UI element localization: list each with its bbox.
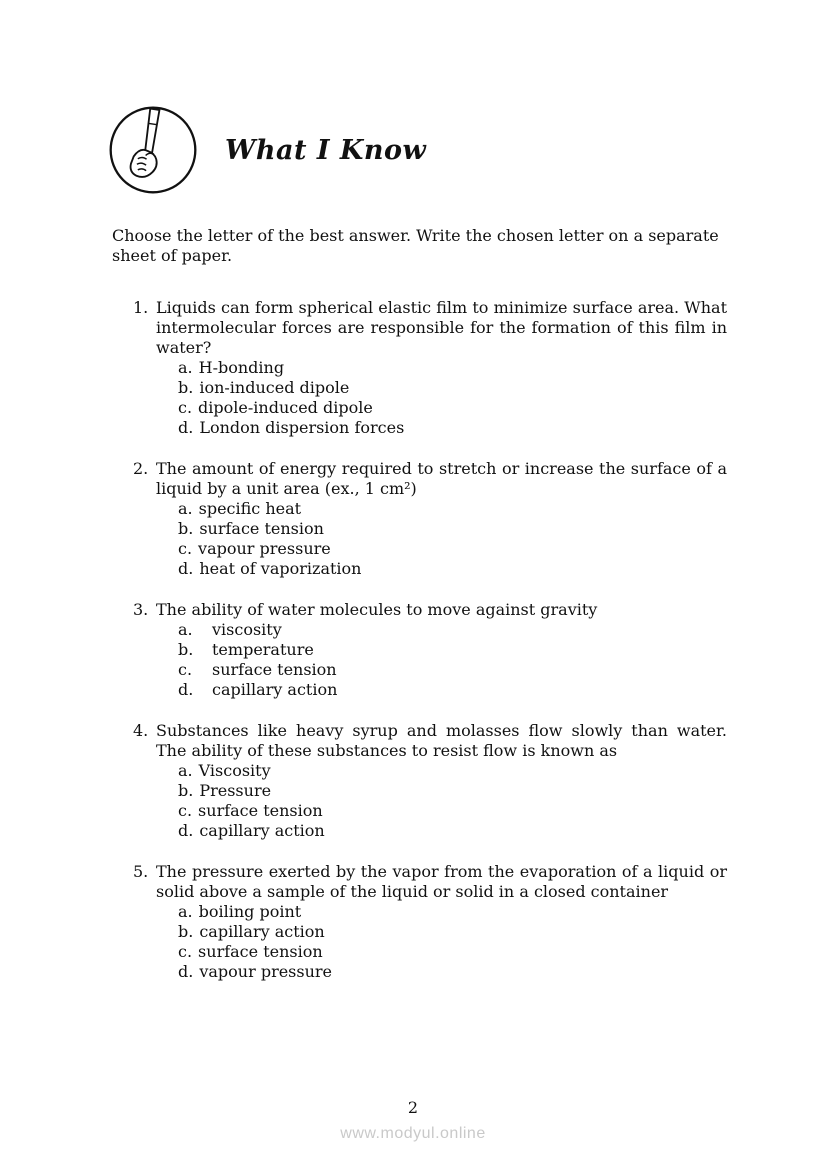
question-text: Liquids can form spherical elastic film to minimize surface area. What intermolecular forces are responsible for the formation of this film in water? — [156, 298, 727, 357]
option-text: ion-induced dipole — [199, 378, 350, 397]
option-label: c. — [178, 801, 193, 820]
option-label: a. — [178, 358, 193, 377]
option-label: b. — [178, 519, 194, 538]
answer-option — [178, 398, 727, 418]
option-text: boiling point — [198, 902, 302, 921]
answer-option — [178, 902, 727, 922]
question-number: 2. — [133, 459, 149, 478]
answer-option — [178, 559, 727, 579]
option-label: c. — [178, 660, 193, 679]
answer-option — [178, 358, 727, 378]
section-header — [0, 0, 826, 196]
option-text: H-bonding — [198, 358, 285, 377]
answer-option — [178, 378, 727, 398]
option-label: a. — [178, 902, 193, 921]
instructions-text: Choose the letter of the best answer. Write the chosen letter on a separate sheet of paper. — [112, 226, 719, 265]
answer-option — [178, 801, 727, 821]
answer-option — [178, 942, 727, 962]
option-text: surface tension — [212, 660, 337, 679]
option-text: Viscosity — [198, 761, 271, 780]
option-text: surface tension — [199, 519, 324, 538]
question-text: Substances like heavy syrup and molasses flow slowly than water. The ability of these substances to resist flow is known as — [156, 721, 727, 760]
watermark-url: www.modyul.online — [340, 1125, 486, 1142]
page-number: 2 — [407, 1098, 419, 1117]
question-3 — [133, 600, 727, 700]
answer-option — [178, 499, 727, 519]
answer-option — [178, 660, 727, 680]
answer-option — [178, 418, 727, 438]
answer-option — [178, 761, 727, 781]
option-label: c. — [178, 942, 193, 961]
option-label: d. — [178, 680, 194, 699]
question-number: 5. — [133, 862, 149, 881]
options-list — [178, 902, 727, 982]
option-label: d. — [178, 821, 194, 840]
question-list — [133, 298, 727, 982]
option-label: a. — [178, 499, 193, 518]
option-text: viscosity — [212, 620, 282, 639]
option-label: d. — [178, 418, 194, 437]
question-text: The pressure exerted by the vapor from the evaporation of a liquid or solid above a sample of the liquid or solid in a closed container — [156, 862, 727, 901]
page-title: What I Know — [225, 134, 427, 166]
question-number: 4. — [133, 721, 149, 740]
question-text: The amount of energy required to stretch or increase the surface of a liquid by a unit area (ex., 1 cm²) — [156, 459, 727, 498]
answer-option — [178, 640, 727, 660]
options-list — [178, 358, 727, 438]
option-text: vapour pressure — [199, 962, 333, 981]
option-label: a. — [178, 761, 193, 780]
answer-option — [178, 620, 727, 640]
options-list — [178, 761, 727, 841]
option-label: d. — [178, 559, 194, 578]
option-text: dipole-induced dipole — [198, 398, 373, 417]
options-list — [178, 499, 727, 579]
answer-option — [178, 781, 727, 801]
option-label: b. — [178, 781, 194, 800]
option-label: d. — [178, 962, 194, 981]
question-text: The ability of water molecules to move against gravity — [156, 600, 598, 619]
option-text: heat of vaporization — [199, 559, 362, 578]
option-label: a. — [178, 620, 193, 639]
option-label: b. — [178, 378, 194, 397]
option-text: capillary action — [199, 821, 325, 840]
option-label: c. — [178, 539, 193, 558]
question-number: 3. — [133, 600, 149, 619]
option-text: vapour pressure — [198, 539, 331, 558]
question-number: 1. — [133, 298, 149, 317]
option-text: capillary action — [212, 680, 338, 699]
option-text: temperature — [212, 640, 314, 659]
option-text: capillary action — [199, 922, 325, 941]
question-5 — [133, 862, 727, 982]
answer-option — [178, 519, 727, 539]
question-1 — [133, 298, 727, 438]
question-2 — [133, 459, 727, 579]
answer-option — [178, 821, 727, 841]
options-list — [178, 620, 727, 700]
option-label: c. — [178, 398, 193, 417]
option-text: specific heat — [198, 499, 302, 518]
option-text: surface tension — [198, 801, 323, 820]
hand-writing-pencil-icon — [107, 104, 199, 196]
option-label: b. — [178, 922, 194, 941]
answer-option — [178, 539, 727, 559]
answer-option — [178, 922, 727, 942]
option-label: b. — [178, 640, 194, 659]
question-4 — [133, 721, 727, 841]
option-text: Pressure — [199, 781, 272, 800]
option-text: London dispersion forces — [199, 418, 405, 437]
answer-option — [178, 680, 727, 700]
answer-option — [178, 962, 727, 982]
option-text: surface tension — [198, 942, 323, 961]
